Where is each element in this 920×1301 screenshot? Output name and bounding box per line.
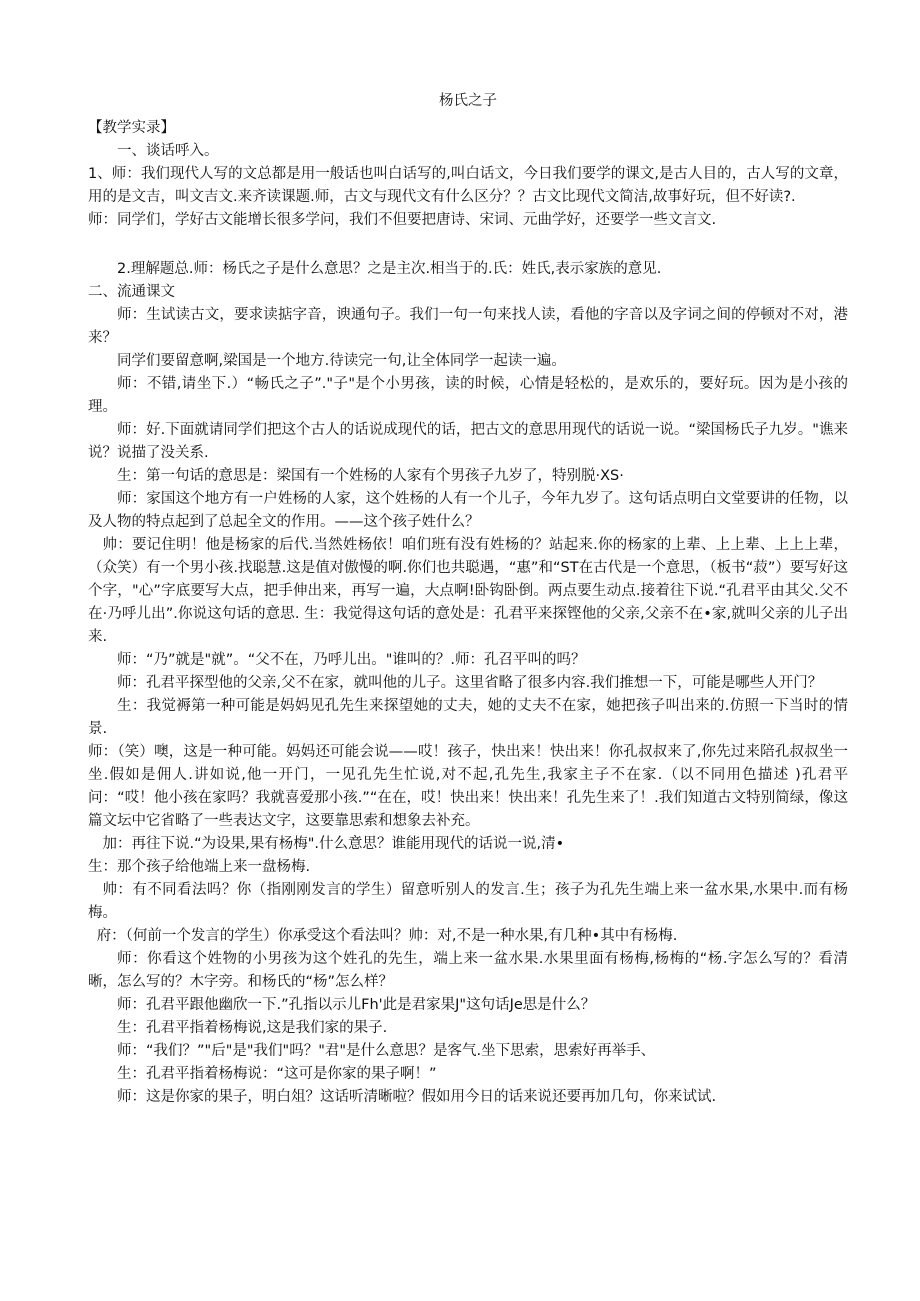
paragraph: 府：（何前一个发言的学生）你承受这个看法叫？帅：对,不是一种水果,有几种•其中有杨梅.	[96, 928, 678, 944]
paragraph: 生：孔君平指着杨梅说：“这可是你家的果子啊！”	[117, 1066, 437, 1082]
section-subheading: 二、流通课文	[88, 284, 175, 300]
paragraph: 师：好.下面就请同学们把这个古人的话说成现代的话，把古文的意思用现代的话说一说。“梁国杨氏子九岁。"谯来说？说描了没关系.	[88, 422, 848, 461]
section-subheading: 一、谈话呼入。	[117, 143, 219, 159]
paragraph: 师：“乃”就是"就”。“父不在，乃呼儿出。"谁叫的？.师：孔召平叫的吗？	[117, 652, 586, 668]
paragraph: 帅：有不同看法吗？你（指刚刚发言的学生）留意听别人的发言.生；孩子为孔先生端上来一盆水果,水果中.而有杨梅。	[88, 882, 848, 921]
paragraph: 同学们要留意啊,梁国是一个地方.待读完一句,让全体同学一起读一遍。	[117, 353, 566, 369]
paragraph: 帅：要记住明！他是杨家的后代.当然姓杨依！咱们班有没有姓杨的？站起来.你的杨家的上辈、上上辈、上上上辈，（众笑）有一个男小孩.找聪慧.这是值对傲慢的啊.你们也共聪遇，“惠”和“ST在古代是一个意思，（板书“菽”）要写好这个字，"心”字底要写大点，把手伸出来，再写一遍，大点啊!卧钩卧倒。两点要生动点.接着往下说.“孔君平由其父.父不在·乃呼儿出”.你说这句话的意思. 生：我觉得这句话的意处是：孔君平来探铿他的父亲,父亲不在•家,就叫父亲的儿子出来.	[88, 537, 848, 645]
paragraph: 生：第一句话的意思是：梁国有一个姓杨的人家有个男孩子九岁了，特别脱·XS·	[117, 468, 624, 484]
document-page	[88, 88, 848, 1109]
section-heading: 【教学实录】	[88, 120, 175, 136]
paragraph: 师：不错,请坐下.）“畅氏之子”."子"是个小男孩，读的时候，心情是轻松的，是欢乐的，要好玩。因为是小孩的理。	[88, 376, 848, 415]
paragraph: 加：再往下说.“为设果,果有杨梅".什么意思？谁能用现代的话说一说,清•	[102, 836, 565, 852]
paragraph: 师：家国这个地方有一户姓杨的人家，这个姓杨的人有一个儿子，今年九岁了。这句话点明白文堂要讲的任物，以及人物的特点起到了总起全文的作用。——这个孩子姓什么？	[88, 491, 848, 530]
paragraph: 生：我觉褥第一种可能是妈妈见孔先生来探望她的丈夫，她的丈夫不在家，她把孩子叫出来的.仿照一下当时的情景.	[88, 698, 848, 737]
paragraph: 师：这是你家的果子，明白俎？这话听清晰啦？假如用今日的话来说还要再加几句，你来试试.	[117, 1089, 717, 1105]
paragraph: 师：孔君平探型他的父亲,父不在家，就叫他的儿子。这里省略了很多内容.我们推想一下，可能是哪些人开门？	[117, 675, 823, 691]
paragraph: 1、师：我们现代人写的文总都是用一般话也叫白话写的,叫白话文，今日我们要学的课文,是古人目的，古人写的文章，用的是文吉，叫文吉文.来齐读课题.师，古文与现代文有什么区分？？古文比现代文简洁,故事好玩，但不好读?.	[88, 166, 848, 205]
paragraph: 师：（笑）噢，这是一种可能。妈妈还可能会说——哎！孩子，快出来！快出来！你孔叔叔来了,你先过来陪孔叔叔坐一坐.假如是佣人.讲如说,他一开门，一见孔先生忙说,对不起,孔先生,我家主子不在家.（以不同用色描述 )孔君平问：“哎！他小孩在家吗？我就喜爱那小孩.”“在在，哎！快出来！快出来！孔先生来了！.我们知道古文特别简绿，像这篇文坛中它省略了一些表达文字，这要靠思索和想象去补充。	[88, 744, 848, 829]
paragraph: 师：你看这个姓物的小男孩为这个姓孔的先生，端上来一盆水果.水果里面有杨梅,杨梅的“杨.字怎么写的？看清晰，怎么写的？木字旁。和杨氏的“杨”怎么样？	[88, 951, 848, 990]
paragraph: 2.理解题总.师：杨氏之子是什么意思？之是主次.相当于的.氏：姓氏,表示家族的意见.	[117, 261, 662, 277]
paragraph: 师：同学们，学好古文能增长很多学问，我们不但要把唐诗、宋词、元曲学好，还要学一些文言文.	[88, 212, 717, 228]
paragraph: 生：孔君平指着杨梅说,这是我们家的果子.	[117, 1020, 388, 1036]
document-title: 杨氏之子	[439, 93, 497, 109]
blank-line	[88, 232, 848, 258]
paragraph: 生：那个孩子给他端上来一盘杨梅.	[88, 859, 311, 875]
paragraph: 师：孔君平跟他幽欣一下.”孔指以示儿Fh'此是君家果J"这句话Je思是什么？	[117, 997, 596, 1013]
paragraph: 师：生试读古文，要求读掂字音，谀通句子。我们一句一句来找人读，看他的字音以及字词之间的停顿对不对，港来？	[88, 307, 848, 346]
paragraph: 师：“我们？”"后"是"我们"吗？"君"是什么意思？是客气.坐下思索，思索好再举手、	[117, 1043, 656, 1059]
